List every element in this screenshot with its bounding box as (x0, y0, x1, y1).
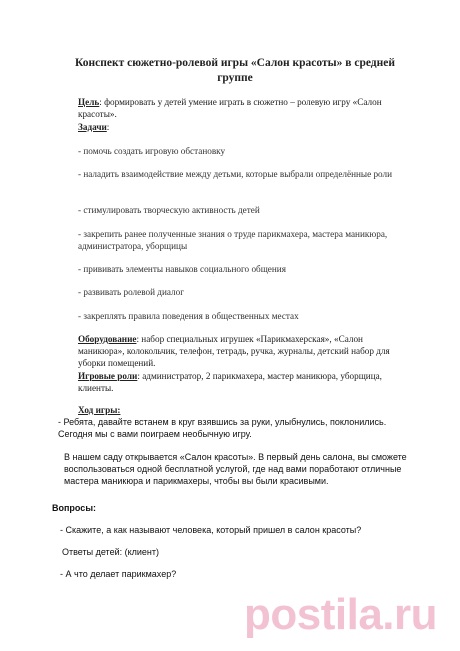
roles-text: : администратор, 2 парикмахера, мастер маникюра, уборщица, клиенты. (78, 371, 382, 393)
task-item: - наладить взаимодействие между детьми, которые выбрали определённые роли (78, 169, 393, 179)
question-item: - Скажите, а как называют человека, который пришел в салон красоты? (60, 525, 362, 535)
tasks-label: Задачи (78, 122, 107, 132)
question-item: - А что делает парикмахер? (60, 569, 177, 579)
task-item: - помочь создать игровую обстановку (78, 146, 226, 156)
intro-paragraph: - Ребята, давайте встанем в круг взявшись за руки, улыбнулись, поклонились. Сегодня мы с вами поиграем необычную игру. (58, 417, 387, 439)
equipment-paragraph (78, 333, 408, 369)
task-item: - прививать элементы навыков социального общения (78, 264, 286, 274)
goal-text: : формировать у детей умение играть в сюжетно – ролевую игру «Салон красоты». (78, 97, 382, 119)
progress-heading (78, 404, 408, 416)
task-item: - закреплять правила поведения в общественных местах (78, 311, 299, 321)
tasks-heading: Задачи: (78, 122, 110, 132)
roles-label: Игровые роли (78, 371, 138, 381)
equipment-text: : набор специальных игрушек «Парикмахерская», «Салон маникюра», колокольчик, телефон, тетрадь, ручка, журналы, детский набор для уборки помещений. (78, 334, 390, 368)
watermark-logo: postila.ru (244, 590, 438, 639)
questions-heading: Вопросы: (52, 503, 96, 513)
task-item: - стимулировать творческую активность детей (78, 205, 260, 215)
roles-paragraph (78, 370, 408, 394)
answer-item: Ответы детей: (клиент) (62, 547, 160, 557)
progress-label: Ход игры: (78, 405, 121, 415)
equipment-label: Оборудование (78, 334, 137, 344)
goal-label: Цель (78, 97, 100, 107)
page-title: Конспект сюжетно-ролевой игры «Салон красоты» в средней группе (75, 57, 395, 84)
task-item: - закрепить ранее полученные знания о труде парикмахера, мастера маникюра, администратора, уборщицы (78, 229, 388, 251)
goal-paragraph (78, 96, 408, 120)
task-item: - развивать ролевой диалог (78, 287, 184, 297)
salon-paragraph: В нашем саду открывается «Салон красоты». В первый день салона, вы сможете воспользоваться одной бесплатной услугой, где над вами поработают отличные мастера маникюра и парикмахеры, чтобы вы были красивыми. (64, 452, 407, 486)
